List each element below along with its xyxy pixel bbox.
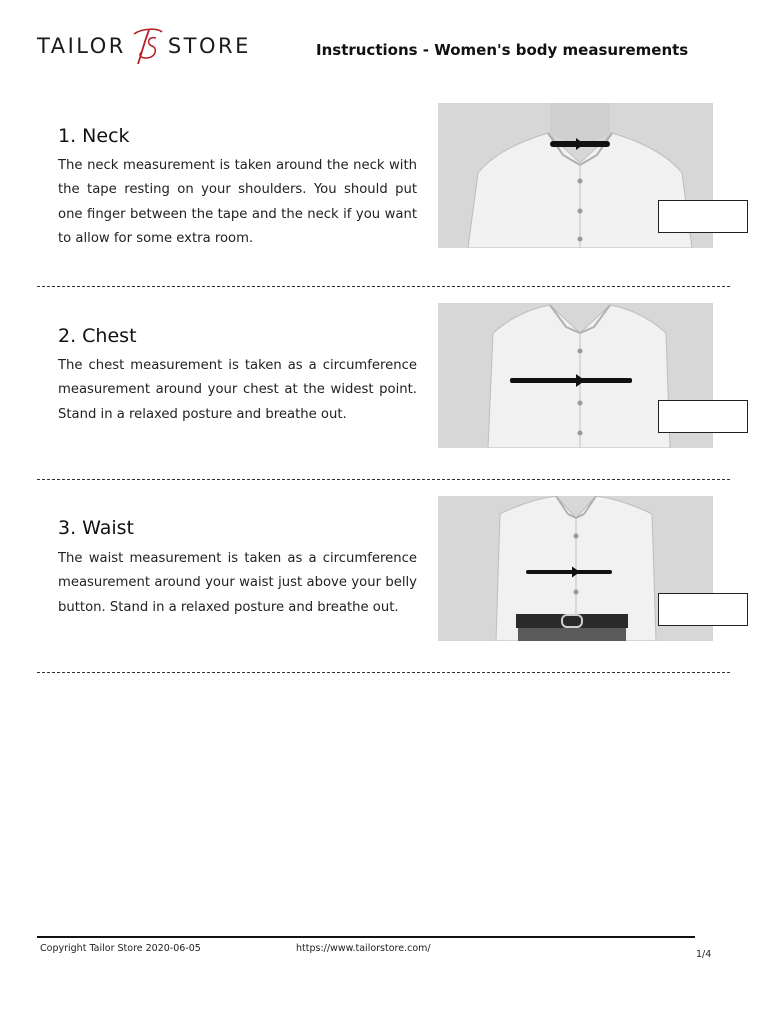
section-divider [37,672,730,673]
section-heading: 2. Chest [58,325,137,347]
logo-right-text: STORE [167,34,251,58]
waist-measurement-input[interactable] [658,593,748,626]
neck-measurement-input[interactable] [658,200,748,233]
section-description: The neck measurement is taken around the neck with the tape resting on your shoulders. You should put one finger between the tape and the neck if you want to allow for some extra room. [58,158,417,246]
section-divider [37,286,730,287]
chest-measurement-input[interactable] [658,400,748,433]
document-title: Instructions - Women's body measurements [316,41,689,59]
ts-monogram-icon [128,24,166,68]
section-heading: 3. Waist [58,517,135,539]
footer-url: https://www.tailorstore.com/ [296,943,431,954]
section-divider [37,479,730,480]
section-heading: 1. Neck [58,125,130,147]
section-description: The waist measurement is taken as a circumference measurement around your waist just above your belly button. Stand in a relaxed posture and breathe out. [58,551,417,615]
footer-rule [37,936,695,938]
section-description: The chest measurement is taken as a circumference measurement around your chest at the widest point. Stand in a relaxed posture and breathe out. [58,358,417,422]
footer-copyright: Copyright Tailor Store 2020-06-05 [40,943,201,954]
page-number: 1/4 [696,949,712,960]
tailor-store-logo [37,24,251,68]
logo-left-text: TAILOR [37,34,126,58]
